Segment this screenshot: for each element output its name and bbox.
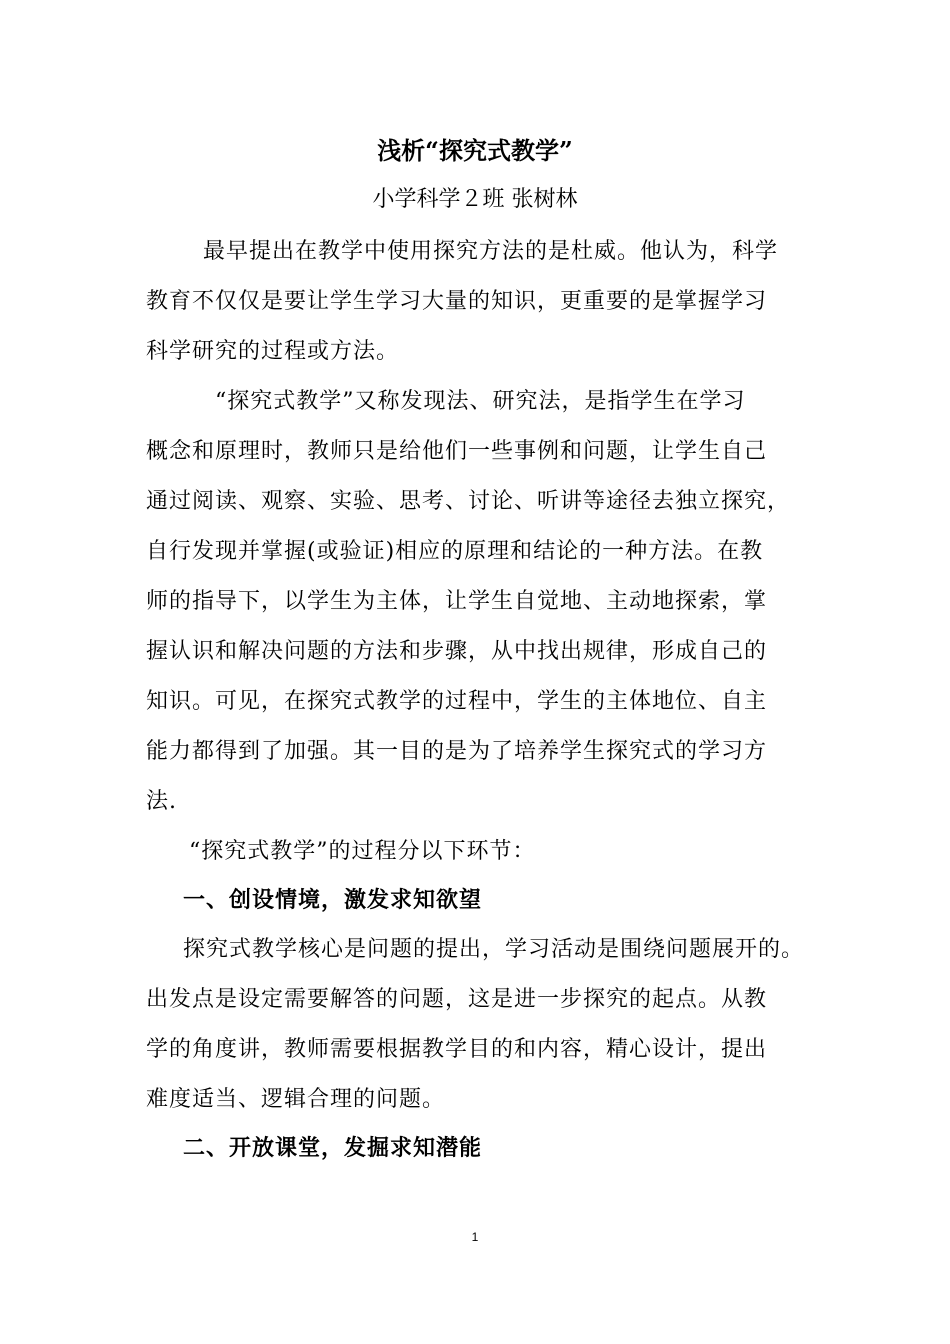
paragraph-line: 能力都得到了加强。其一目的是为了培养学生探究式的学习方 xyxy=(146,739,768,764)
paragraph-line: 学的角度讲，教师需要根据教学目的和内容，精心设计，提出 xyxy=(146,1037,768,1062)
paragraph-line: 出发点是设定需要解答的问题，这是进一步探究的起点。从教 xyxy=(146,987,768,1012)
paragraph-line: 法. xyxy=(146,789,177,814)
paragraph-line: 教育不仅仅是要让学生学习大量的知识，更重要的是掌握学习 xyxy=(146,289,768,314)
document-title: 浅析“探究式教学” xyxy=(377,136,573,165)
document-author: 小学科学２班 张树林 xyxy=(372,187,578,212)
paragraph-line: 探究式教学核心是问题的提出，学习活动是围绕问题展开的。 xyxy=(183,937,805,962)
paragraph-line: 自行发现并掌握(或验证)相应的原理和结论的一种方法。在教 xyxy=(146,539,764,564)
section-heading: 一、创设情境，激发求知欲望 xyxy=(183,887,483,913)
paragraph-line: “探究式教学”又称发现法、研究法，是指学生在学习 xyxy=(215,389,746,414)
paragraph-line: 通过阅读、观察、实验、思考、讨论、听讲等途径去独立探究， xyxy=(146,489,791,514)
paragraph-line: 最早提出在教学中使用探究方法的是杜威。他认为，科学 xyxy=(203,239,779,264)
paragraph-line: 握认识和解决问题的方法和步骤，从中找出规律，形成自己的 xyxy=(146,639,768,664)
paragraph-line: 难度适当、逻辑合理的问题。 xyxy=(146,1087,446,1112)
paragraph-line: 科学研究的过程或方法。 xyxy=(146,339,400,364)
paragraph-line: “探究式教学”的过程分以下环节： xyxy=(189,839,536,864)
section-heading: 二、开放课堂，发掘求知潜能 xyxy=(183,1135,483,1161)
paragraph-line: 师的指导下，以学生为主体，让学生自觉地、主动地探索，掌 xyxy=(146,589,768,614)
paragraph-line: 概念和原理时，教师只是给他们一些事例和问题，让学生自己 xyxy=(146,439,768,464)
paragraph-line: 知识。可见，在探究式教学的过程中，学生的主体地位、自主 xyxy=(146,689,768,714)
page-number: 1 xyxy=(471,1230,479,1244)
